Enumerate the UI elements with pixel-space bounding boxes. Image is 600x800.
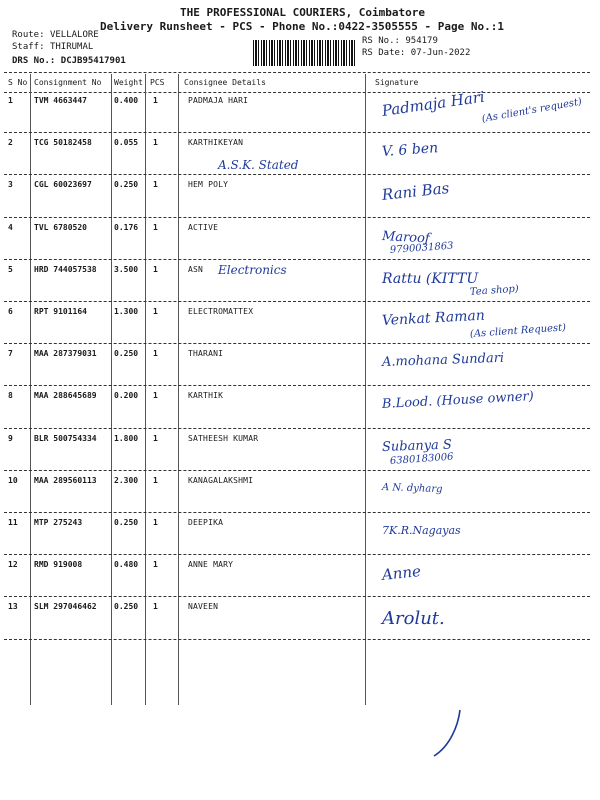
row-rule [4,132,590,133]
cell-consignee: KARTHIKEYAN [188,138,244,148]
row-rule [4,512,590,513]
signature: Subanya S [381,437,453,455]
signature: A N. dyharg [381,481,443,495]
signature: Venkat Raman [381,307,486,329]
col-header-weight: Weight [114,78,143,87]
cell-sno: 7 [8,349,13,359]
company-name: THE PROFESSIONAL COURIERS, Coimbatore [180,6,426,19]
signature: A.mohana Sundari [381,350,505,371]
drs-label: DRS No.: [12,56,56,66]
signature: Arolut. [382,608,445,630]
signature: V. 6 ben [381,140,439,161]
col-divider [30,74,31,705]
cell-weight: 0.176 [114,222,139,232]
cell-consignee: ACTIVE [188,222,219,232]
rs-date-line [362,48,470,58]
cell-consignment: MAA 288645689 [34,391,97,401]
table-top-rule [4,72,590,73]
cell-weight: 0.250 [114,518,139,527]
signature-note: (As client's request) [481,96,583,125]
cell-consignment: RMD 919008 [34,560,83,570]
row-rule [4,554,590,555]
col-divider [365,74,366,705]
cell-pcs: 1 [153,518,158,527]
signature: 7K.R.Nagayas [382,524,461,537]
cell-pcs: 1 [153,560,158,570]
cell-pcs: 1 [153,307,158,316]
cell-sno: 2 [8,138,13,148]
cell-consignee: PADMAJA HARI [188,96,249,105]
signature: Rattu (KITTU [382,270,479,287]
cell-sno: 8 [8,391,13,401]
cell-consignee: ASN [188,264,204,274]
route-value: VELLALORE [49,30,99,40]
cell-consignment: TCG 50182458 [34,138,92,148]
cell-weight: 0.250 [114,349,139,359]
cell-consignee: ANNE MARY [188,560,234,570]
rs-date-value: 07-Jun-2022 [410,48,471,58]
cell-pcs: 1 [153,475,158,485]
handwritten-note: A.S.K. Stated [218,158,299,173]
cell-consignee: KARTHIK [188,391,224,401]
cell-consignee: SATHEESH KUMAR [188,433,259,443]
signature-note: (As client Request) [469,322,567,340]
cell-consignee: KANAGALAKSHMI [188,475,254,485]
cell-consignment: CGL 60023697 [34,180,92,190]
drs-value: DCJB95417901 [60,56,126,66]
row-rule [4,596,590,597]
signature: Maroof [381,228,431,247]
col-header-consignment: Consignment No [34,78,102,87]
signature: Padmaja Hari [380,87,486,120]
col-header-pcs: PCS [150,78,165,87]
rs-no-label: RS No.: [362,36,400,46]
cell-consignment: MAA 287379031 [34,349,97,359]
cell-sno: 4 [8,222,13,232]
cell-pcs: 1 [153,180,158,190]
route-line [12,30,99,40]
cell-consignment: TVM 4663447 [34,96,87,105]
cell-pcs: 1 [153,138,158,148]
row-rule [4,301,590,302]
rs-no-value: 954179 [405,36,438,46]
cell-consignment: RPT 9101164 [34,307,87,316]
cell-weight: 0.400 [114,96,139,105]
cell-consignee: HEM POLY [188,180,229,190]
cell-weight: 0.200 [114,391,139,401]
cell-consignee: NAVEEN [188,602,219,612]
cell-consignment: MAA 289560113 [34,475,97,485]
cell-weight: 0.055 [114,138,139,148]
staff-line [12,42,93,52]
col-divider [111,74,112,705]
cell-weight: 0.250 [114,180,139,190]
cell-weight: 1.800 [114,433,139,443]
runsheet-title: Delivery Runsheet - PCS - Phone No.:0422-3505555 - Page No.:1 [100,20,504,33]
row-rule [4,343,590,344]
cell-pcs: 1 [153,222,158,232]
rs-date-label: RS Date: [362,48,406,58]
cell-consignee: ELECTROMATTEX [188,307,254,316]
cell-consignee: THARANI [188,349,224,359]
handwritten-note: Electronics [218,262,287,277]
cell-sno: 9 [8,433,13,443]
col-header-signature: Signature [375,78,419,87]
cell-weight: 1.300 [114,307,139,316]
cell-consignment: TVL 6780520 [34,222,87,232]
route-label: Route: [12,30,45,40]
col-header-sno: S No [8,78,28,87]
col-header-consignee: Consignee Details [184,78,266,87]
cell-pcs: 1 [153,391,158,401]
row-rule [4,385,590,386]
barcode [253,40,357,66]
row-rule [4,174,590,175]
cell-weight: 3.500 [114,264,139,274]
signature-note: Tea shop) [469,283,520,298]
cell-consignment: MTP 275243 [34,518,83,527]
cell-pcs: 1 [153,602,158,612]
signature: Rani Bas [381,179,451,205]
staff-value: THIRUMAL [49,42,94,52]
row-rule [4,259,590,260]
cell-weight: 0.250 [114,602,139,612]
cell-pcs: 1 [153,264,158,274]
drs-line [12,56,126,66]
cell-sno: 3 [8,180,13,190]
cell-sno: 13 [8,602,18,612]
row-rule [4,470,590,471]
cell-sno: 11 [8,518,18,527]
signature-note: 9790031863 [389,240,454,256]
staff-label: Staff: [12,42,45,52]
cell-sno: 6 [8,307,13,316]
row-rule [4,428,590,429]
pen-stroke-mark [430,708,470,760]
cell-consignment: BLR 500754334 [34,433,97,443]
col-divider [145,74,146,705]
cell-consignment: SLM 297046462 [34,602,97,612]
cell-sno: 5 [8,264,13,274]
cell-sno: 1 [8,96,13,105]
signature: B.Lood. (House owner) [381,389,535,413]
cell-pcs: 1 [153,96,158,105]
rs-no-line [362,36,438,46]
signature: Anne [381,562,422,585]
cell-pcs: 1 [153,349,158,359]
cell-weight: 2.300 [114,475,139,485]
table-header-rule [4,92,590,93]
cell-weight: 0.480 [114,560,139,570]
col-divider [178,74,179,705]
cell-sno: 10 [8,475,18,485]
cell-consignment: HRD 744057538 [34,264,97,274]
signature-note: 6380183006 [389,451,454,467]
cell-sno: 12 [8,560,18,570]
row-rule [4,217,590,218]
cell-consignee: DEEPIKA [188,518,224,527]
cell-pcs: 1 [153,433,158,443]
row-rule [4,639,590,640]
